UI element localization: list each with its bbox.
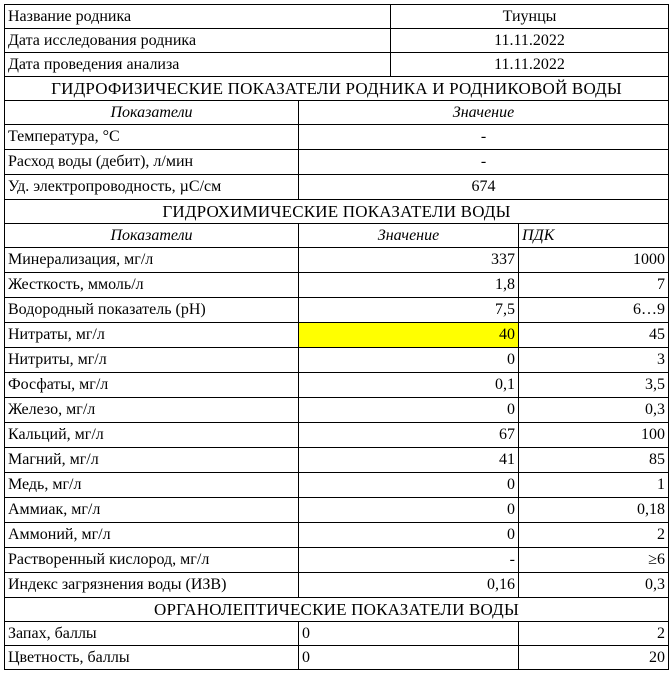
- indicator-pdk[interactable]: 85: [519, 448, 669, 473]
- indicator-label[interactable]: Водородный показатель (рН): [5, 298, 299, 323]
- indicator-label[interactable]: Медь, мг/л: [5, 473, 299, 498]
- col-value-header[interactable]: Значение: [299, 101, 669, 125]
- hydrochemical-rows: [5, 248, 669, 598]
- table-row: [5, 150, 669, 175]
- indicator-label[interactable]: Жесткость, ммоль/л: [5, 273, 299, 298]
- indicator-label[interactable]: Нитраты, мг/л: [5, 323, 299, 348]
- indicator-pdk[interactable]: 20: [519, 646, 669, 670]
- indicator-value[interactable]: 1,8: [299, 273, 519, 298]
- col-indicator-header[interactable]: Показатели: [5, 101, 299, 125]
- indicator-pdk[interactable]: 0,3: [519, 398, 669, 423]
- info-value[interactable]: 11.11.2022: [391, 53, 669, 77]
- indicator-label[interactable]: Цветность, баллы: [5, 646, 299, 670]
- indicator-value[interactable]: 0: [299, 523, 519, 548]
- col-pdk-header[interactable]: ПДК: [519, 224, 669, 248]
- indicator-value[interactable]: 0: [299, 498, 519, 523]
- section-title-row: [5, 598, 669, 622]
- indicator-pdk[interactable]: 100: [519, 423, 669, 448]
- info-row: [5, 29, 669, 53]
- indicator-pdk[interactable]: 0,18: [519, 498, 669, 523]
- table-row: [5, 273, 669, 298]
- indicator-label[interactable]: Кальций, мг/л: [5, 423, 299, 448]
- info-row: [5, 53, 669, 77]
- info-value[interactable]: 11.11.2022: [391, 29, 669, 53]
- indicator-label[interactable]: Расход воды (дебит), л/мин: [5, 150, 299, 175]
- indicator-pdk[interactable]: 0,3: [519, 573, 669, 598]
- indicator-label[interactable]: Магний, мг/л: [5, 448, 299, 473]
- indicator-pdk[interactable]: 3,5: [519, 373, 669, 398]
- table-row: [5, 448, 669, 473]
- info-label[interactable]: Название родника: [5, 5, 391, 29]
- info-value[interactable]: Тиунцы: [391, 5, 669, 29]
- indicator-pdk[interactable]: 2: [519, 523, 669, 548]
- section-title-row: [5, 77, 669, 101]
- indicator-value[interactable]: 0,16: [299, 573, 519, 598]
- table-row: [5, 646, 669, 670]
- indicator-value[interactable]: 674: [299, 175, 669, 200]
- indicator-value[interactable]: 0: [299, 348, 519, 373]
- table-row: [5, 248, 669, 273]
- indicator-label[interactable]: Уд. электропроводность, µС/см: [5, 175, 299, 200]
- col-indicator-header[interactable]: Показатели: [5, 224, 299, 248]
- indicator-value[interactable]: 67: [299, 423, 519, 448]
- indicator-pdk[interactable]: 1000: [519, 248, 669, 273]
- indicator-pdk[interactable]: 45: [519, 323, 669, 348]
- indicator-pdk[interactable]: 2: [519, 622, 669, 646]
- indicator-label[interactable]: Аммоний, мг/л: [5, 523, 299, 548]
- indicator-label[interactable]: Индекс загрязнения воды (ИЗВ): [5, 573, 299, 598]
- table-row: [5, 548, 669, 573]
- info-row: [5, 5, 669, 29]
- indicator-value[interactable]: 40: [299, 323, 519, 348]
- indicator-label[interactable]: Растворенный кислород, мг/л: [5, 548, 299, 573]
- indicator-value[interactable]: 7,5: [299, 298, 519, 323]
- table-row: [5, 622, 669, 646]
- table-row: [5, 423, 669, 448]
- indicator-pdk[interactable]: 6…9: [519, 298, 669, 323]
- organoleptic-title[interactable]: ОРГАНОЛЕПТИЧЕСКИЕ ПОКАЗАТЕЛИ ВОДЫ: [5, 598, 669, 622]
- indicator-value[interactable]: -: [299, 150, 669, 175]
- spring-analysis-table: [4, 4, 669, 670]
- indicator-value[interactable]: -: [299, 548, 519, 573]
- indicator-label[interactable]: Запах, баллы: [5, 622, 299, 646]
- column-header-row: [5, 101, 669, 125]
- indicator-pdk[interactable]: 7: [519, 273, 669, 298]
- indicator-value[interactable]: 0: [299, 473, 519, 498]
- table-row: [5, 175, 669, 200]
- indicator-pdk[interactable]: ≥6: [519, 548, 669, 573]
- hydrophysical-title[interactable]: ГИДРОФИЗИЧЕСКИЕ ПОКАЗАТЕЛИ РОДНИКА И РОДНИКОВОЙ ВОДЫ: [5, 77, 669, 101]
- indicator-label[interactable]: Минерализация, мг/л: [5, 248, 299, 273]
- indicator-value[interactable]: 41: [299, 448, 519, 473]
- indicator-value[interactable]: 0: [299, 398, 519, 423]
- col-value-header[interactable]: Значение: [299, 224, 519, 248]
- indicator-label[interactable]: Железо, мг/л: [5, 398, 299, 423]
- section-title-row: [5, 200, 669, 224]
- indicator-value[interactable]: -: [299, 125, 669, 150]
- indicator-value[interactable]: 0,1: [299, 373, 519, 398]
- indicator-value[interactable]: 0: [299, 646, 519, 670]
- info-label[interactable]: Дата проведения анализа: [5, 53, 391, 77]
- indicator-label[interactable]: Нитриты, мг/л: [5, 348, 299, 373]
- table-row: [5, 473, 669, 498]
- table-row: [5, 373, 669, 398]
- indicator-label[interactable]: Температура, °С: [5, 125, 299, 150]
- column-header-row: [5, 224, 669, 248]
- table-row: [5, 573, 669, 598]
- table-row: [5, 323, 669, 348]
- indicator-value[interactable]: 337: [299, 248, 519, 273]
- info-label[interactable]: Дата исследования родника: [5, 29, 391, 53]
- table-row: [5, 298, 669, 323]
- table-row: [5, 348, 669, 373]
- hydrochemical-title[interactable]: ГИДРОХИМИЧЕСКИЕ ПОКАЗАТЕЛИ ВОДЫ: [5, 200, 669, 224]
- table-row: [5, 523, 669, 548]
- table-row: [5, 398, 669, 423]
- table-row: [5, 498, 669, 523]
- indicator-pdk[interactable]: 1: [519, 473, 669, 498]
- indicator-label[interactable]: Фосфаты, мг/л: [5, 373, 299, 398]
- indicator-value[interactable]: 0: [299, 622, 519, 646]
- indicator-pdk[interactable]: 3: [519, 348, 669, 373]
- table-row: [5, 125, 669, 150]
- indicator-label[interactable]: Аммиак, мг/л: [5, 498, 299, 523]
